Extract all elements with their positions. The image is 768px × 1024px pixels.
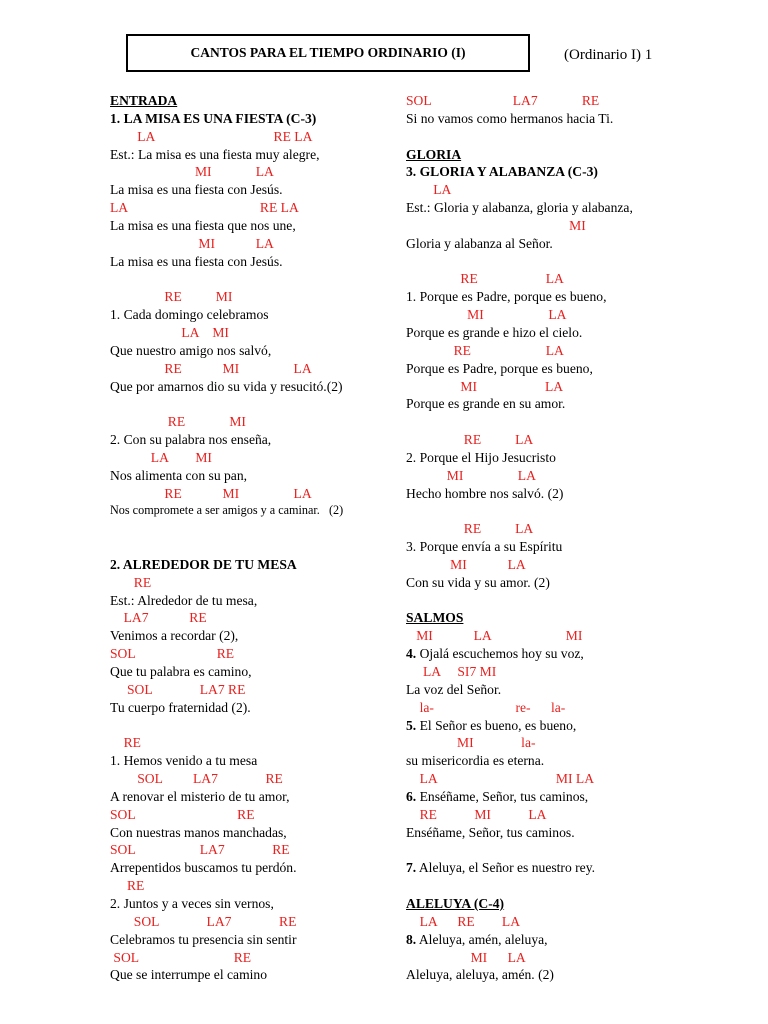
chord-line: la- re- la- [406, 699, 566, 715]
verse-number: 7. [406, 860, 417, 876]
numbered-lyric-line [406, 859, 706, 877]
lyric-line: Arrepentidos buscamos tu perdón. [110, 860, 297, 876]
spacer [406, 413, 706, 431]
lyric-line: 3. Porque envía a su Espíritu [406, 539, 563, 555]
chord-line: MI LA [406, 949, 526, 965]
chord-line: SOL LA7 RE [110, 913, 297, 929]
chord-line: LA MI [110, 324, 229, 340]
lyric-line: Con su vida y su amor. (2) [406, 574, 550, 590]
spacer [110, 717, 392, 735]
lyric-line: 1. Porque es Padre, porque es bueno, [406, 289, 607, 305]
lyric-text: Aleluya, amén, aleluya, [416, 931, 548, 947]
spacer [406, 502, 706, 520]
lyric-line: Est.: La misa es una fiesta muy alegre, [110, 146, 320, 162]
numbered-lyric-line [406, 717, 706, 735]
chord-line: LA RE LA [110, 200, 299, 216]
verse-number: 4. [406, 646, 417, 662]
lyric-line: Venimos a recordar (2), [110, 628, 239, 644]
chord-line: LA [406, 182, 452, 198]
lyric-line: Porque es grande en su amor. [406, 396, 566, 412]
lyric-text: El Señor es bueno, es bueno, [416, 717, 577, 733]
chord-line: RE [110, 735, 141, 751]
chord-line: RE MI LA [110, 485, 312, 501]
chord-line: RE LA [406, 342, 564, 358]
numbered-lyric-line [406, 645, 706, 663]
chord-line: MI LA [110, 164, 274, 180]
chord-line: SOL LA7 RE [110, 681, 246, 697]
chord-line: RE [110, 574, 152, 590]
lyric-line: Est.: Gloria y alabanza, gloria y alabanza, [406, 200, 633, 216]
lyric-text: Aleluya, el Señor es nuestro rey. [416, 860, 596, 876]
chord-line: RE LA [406, 521, 534, 537]
lyric-text: Enséñame, Señor, tus caminos, [416, 788, 589, 804]
chord-line: LA SI7 MI [406, 664, 497, 679]
lyric-line: Hecho hombre nos salvó. (2) [406, 485, 564, 501]
lyric-line: Enséñame, Señor, tus caminos. [406, 824, 575, 840]
chord-line: RE LA [406, 432, 534, 448]
lyric-line: Que se interrumpe el camino [110, 967, 268, 983]
chord-line: SOL LA7 RE [110, 842, 290, 858]
page-reference: (Ordinario I) 1 [564, 47, 653, 63]
chord-line: MI LA [110, 235, 274, 251]
lyric-line: La misa es una fiesta que nos une, [110, 217, 296, 233]
chord-line: MI LA [406, 307, 567, 323]
lyric-line: 2. Porque el Hijo Jesucristo [406, 449, 556, 465]
chord-line: MI LA [406, 378, 564, 394]
spacer [406, 253, 706, 271]
lyric-line: 2. Juntos y a veces sin vernos, [110, 895, 274, 911]
lyric-line: 1. Cada domingo celebramos [110, 307, 269, 323]
spacer [110, 538, 392, 556]
chord-line: SOL LA7 RE [110, 771, 283, 787]
left-column [110, 92, 392, 984]
lyric-line: Si no vamos como hermanos hacia Ti. [406, 110, 614, 126]
chord-line: SOL RE [110, 806, 255, 822]
spacer [406, 592, 706, 610]
section-heading: ALELUYA (C-4) [406, 895, 505, 911]
song-title: 2. ALREDEDOR DE TU MESA [110, 556, 297, 572]
spacer [406, 841, 706, 859]
lyric-line: su misericordia es eterna. [406, 753, 545, 769]
numbered-lyric-line [406, 931, 706, 949]
song-title: 1. LA MISA ES UNA FIESTA (C-3) [110, 110, 317, 126]
lyric-text: Ojalá escuchemos hoy su voz, [416, 646, 584, 662]
lyric-line: Nos alimenta con su pan, [110, 467, 248, 483]
lyric-line: A renovar el misterio de tu amor, [110, 788, 290, 804]
right-column [406, 92, 706, 984]
chord-line: RE MI [110, 414, 246, 430]
spacer [110, 395, 392, 413]
chord-line: RE MI LA [406, 806, 547, 822]
lyric-line: La misa es una fiesta con Jesús. [110, 253, 283, 269]
spacer [406, 877, 706, 895]
chord-line: RE MI LA [110, 360, 312, 376]
numbered-lyric-line [406, 788, 706, 806]
song-title: 3. GLORIA Y ALABANZA (C-3) [406, 164, 598, 180]
lyric-line: Que por amarnos dio su vida y resucitó.(2) [110, 378, 343, 394]
lyric-line: La misa es una fiesta con Jesús. [110, 182, 283, 198]
chord-line: MI LA [406, 467, 536, 483]
lyric-line: Con nuestras manos manchadas, [110, 824, 287, 840]
document-title: CANTOS PARA EL TIEMPO ORDINARIO (I) [190, 45, 466, 60]
document-title-box [126, 34, 530, 72]
verse-number: 8. [406, 931, 417, 947]
section-heading: SALMOS [406, 610, 464, 626]
lyric-line: Porque es grande e hizo el cielo. [406, 324, 583, 340]
chord-line: LA MI [110, 449, 212, 465]
lyric-line: 2. Con su palabra nos enseña, [110, 432, 272, 448]
lyric-line: Celebramos tu presencia sin sentir [110, 931, 297, 947]
chord-line: RE MI [110, 289, 233, 305]
chord-line: RE LA [406, 271, 564, 287]
lyric-line: Nos compromete a ser amigos y a caminar. (2) [110, 503, 344, 518]
spacer [406, 128, 706, 146]
chord-line: MI [406, 217, 586, 233]
lyric-line: Que nuestro amigo nos salvó, [110, 342, 272, 358]
chord-line: LA MI LA [406, 771, 595, 787]
chord-line: SOL RE [110, 949, 252, 965]
chord-line: LA RE LA [406, 913, 521, 929]
section-heading: GLORIA [406, 146, 462, 162]
chord-line: SOL RE [110, 646, 235, 662]
chord-line: LA7 RE [110, 610, 207, 626]
chord-line: LA RE LA [110, 128, 313, 144]
lyric-line: Que tu palabra es camino, [110, 664, 252, 679]
lyric-line: Tu cuerpo fraternidad (2). [110, 699, 251, 715]
spacer [110, 270, 392, 288]
lyric-line: Est.: Alrededor de tu mesa, [110, 592, 258, 608]
lyric-line: Gloria y alabanza al Señor. [406, 235, 553, 251]
chord-line: RE [110, 878, 145, 894]
spacer [110, 520, 392, 538]
chord-line: MI LA MI [406, 628, 583, 644]
verse-number: 6. [406, 788, 417, 804]
chord-line: MI LA [406, 556, 526, 572]
verse-number: 5. [406, 717, 417, 733]
chord-line: MI la- [406, 735, 536, 751]
lyric-line: 1. Hemos venido a tu mesa [110, 753, 258, 769]
chord-line: SOL LA7 RE [406, 93, 600, 108]
lyric-line: Aleluya, aleluya, amén. (2) [406, 967, 554, 983]
section-heading: ENTRADA [110, 93, 178, 108]
lyric-line: La voz del Señor. [406, 681, 502, 697]
lyric-line: Porque es Padre, porque es bueno, [406, 360, 593, 376]
